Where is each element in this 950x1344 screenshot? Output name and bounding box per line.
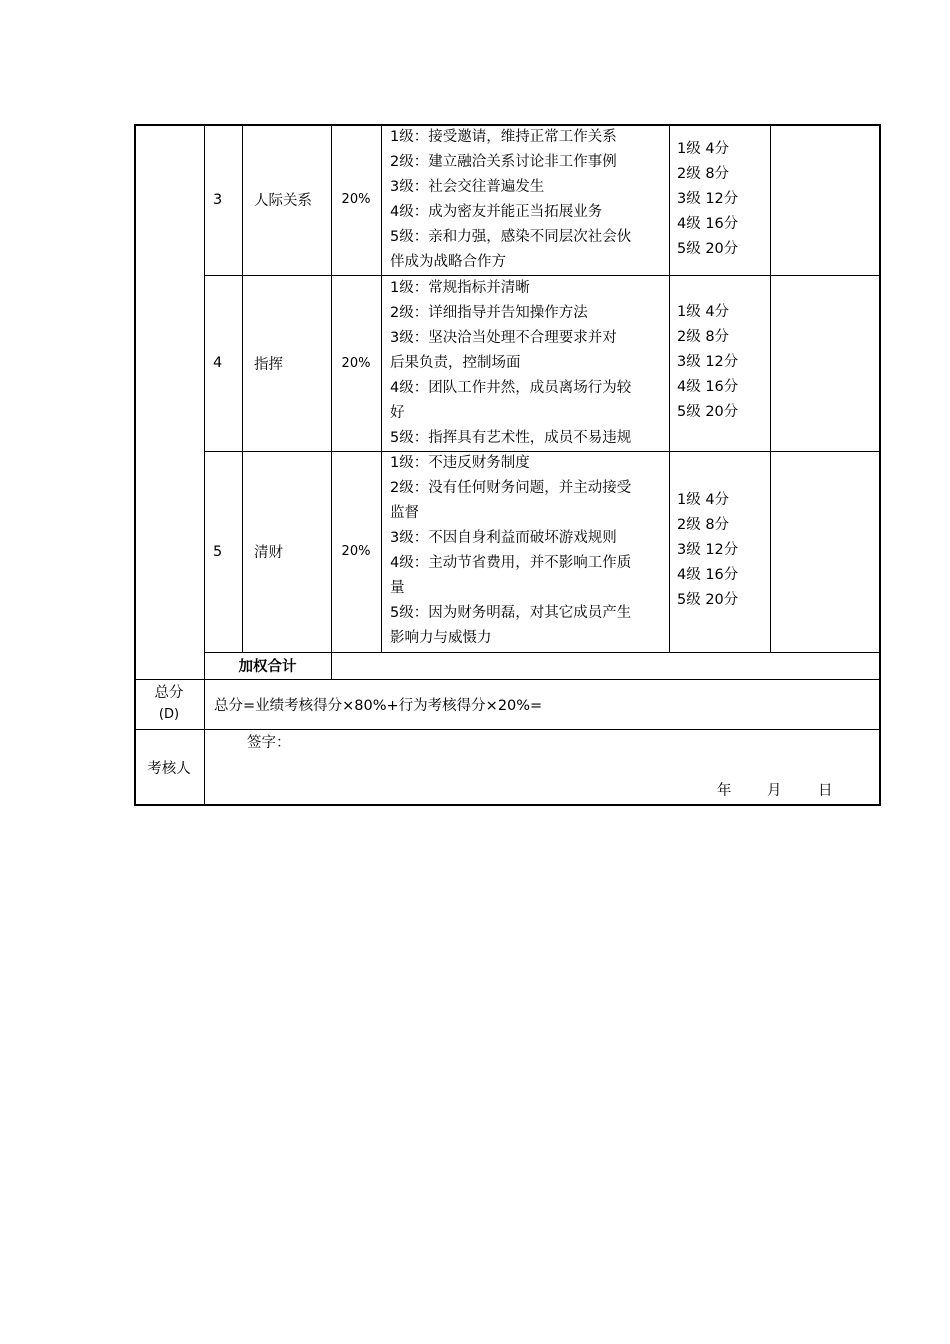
score-line: 4级 16分 [677,567,739,583]
row-criteria [390,125,631,275]
total-label-line2: (D) [158,707,180,722]
total-formula-cell [214,679,542,729]
table-row [204,451,242,652]
score-line: 3级 12分 [677,542,739,558]
score-line: 3级 12分 [677,191,739,207]
row-weight [331,124,381,275]
row-item [242,124,331,275]
table-row [204,124,242,275]
criteria-line: 5级：指挥具有艺术性，成员不易违规 [390,430,632,446]
row-number: 3 [213,191,223,208]
date-year: 年 [717,783,732,799]
table-row [204,275,242,451]
row-weight-value: 20% [341,544,371,559]
row-weight [331,275,381,451]
row-scores [677,300,738,425]
criteria-line: 2级：没有任何财务问题，并主动接受 [390,480,632,496]
criteria-line: 影响力与威慑力 [390,630,492,646]
criteria-line: 2级：建立融洽关系讨论非工作事例 [390,154,617,170]
score-line: 4级 16分 [677,216,739,232]
grid-line [669,124,670,652]
score-line: 1级 4分 [677,304,730,320]
score-line: 5级 20分 [677,592,739,608]
criteria-line: 3级：坚决洽当处理不合理要求并对 [390,330,617,346]
row-item-label: 清财 [254,545,283,561]
criteria-line: 5级：因为财务明磊，对其它成员产生 [390,605,632,621]
criteria-line: 1级：接受邀请，维持正常工作关系 [390,129,617,145]
criteria-line: 2级：详细指导并告知操作方法 [390,305,588,321]
criteria-line: 5级：亲和力强，感染不同层次社会伙 [390,229,632,245]
grid-line [770,124,771,652]
criteria-line: 好 [390,405,405,421]
score-line: 5级 20分 [677,241,739,257]
row-item-label: 人际关系 [254,193,312,209]
score-line: 2级 8分 [677,166,730,182]
row-number: 5 [213,543,223,560]
row-scores [677,488,738,613]
weighted-total-text: 加权合计 [238,659,297,675]
criteria-line: 3级：不因自身利益而破坏游戏规则 [390,530,617,546]
criteria-line: 1级：不违反财务制度 [390,455,530,471]
total-label-line1: 总分 [154,685,184,701]
reviewer-label-text: 考核人 [147,761,191,777]
score-line: 2级 8分 [677,517,730,533]
score-line: 5级 20分 [677,404,739,420]
row-scores [677,137,738,262]
criteria-line: 伴成为战略合作方 [390,254,506,270]
criteria-line: 后果负责，控制场面 [390,355,521,371]
row-weight-value: 20% [341,192,371,207]
criteria-line: 4级：团队工作井然，成员离场行为较 [390,380,632,396]
score-line: 3级 12分 [677,354,739,370]
date-month: 月 [767,783,782,799]
row-item [242,275,331,451]
weighted-total-label [204,652,331,679]
row-item-label: 指挥 [254,356,283,373]
score-line: 2级 8分 [677,329,730,345]
criteria-line: 4级：成为密友并能正当拓展业务 [390,204,603,220]
row-weight [331,451,381,652]
criteria-line: 4级：主动节省费用，并不影响工作质 [390,555,632,571]
reviewer-label [134,729,204,806]
score-line: 1级 4分 [677,141,730,157]
row-weight-value: 20% [341,355,371,371]
row-criteria [390,451,631,651]
signature-label: 签字： [247,735,291,751]
criteria-line: 量 [390,580,405,596]
score-line: 4级 16分 [677,379,739,395]
grid-line [381,124,382,652]
row-criteria [390,276,631,451]
total-formula: 总分=业绩考核得分×80%+行为考核得分×20%= [214,697,543,714]
criteria-line: 监督 [390,505,419,521]
evaluation-table [134,124,881,806]
total-label [134,679,204,729]
date-day: 日 [818,783,833,799]
row-item [242,451,331,652]
criteria-line: 1级：常规指标并清晰 [390,280,530,296]
grid-line [134,729,881,730]
criteria-line: 3级：社会交往普遍发生 [390,179,545,195]
score-line: 1级 4分 [677,492,730,508]
row-number: 4 [213,355,223,371]
